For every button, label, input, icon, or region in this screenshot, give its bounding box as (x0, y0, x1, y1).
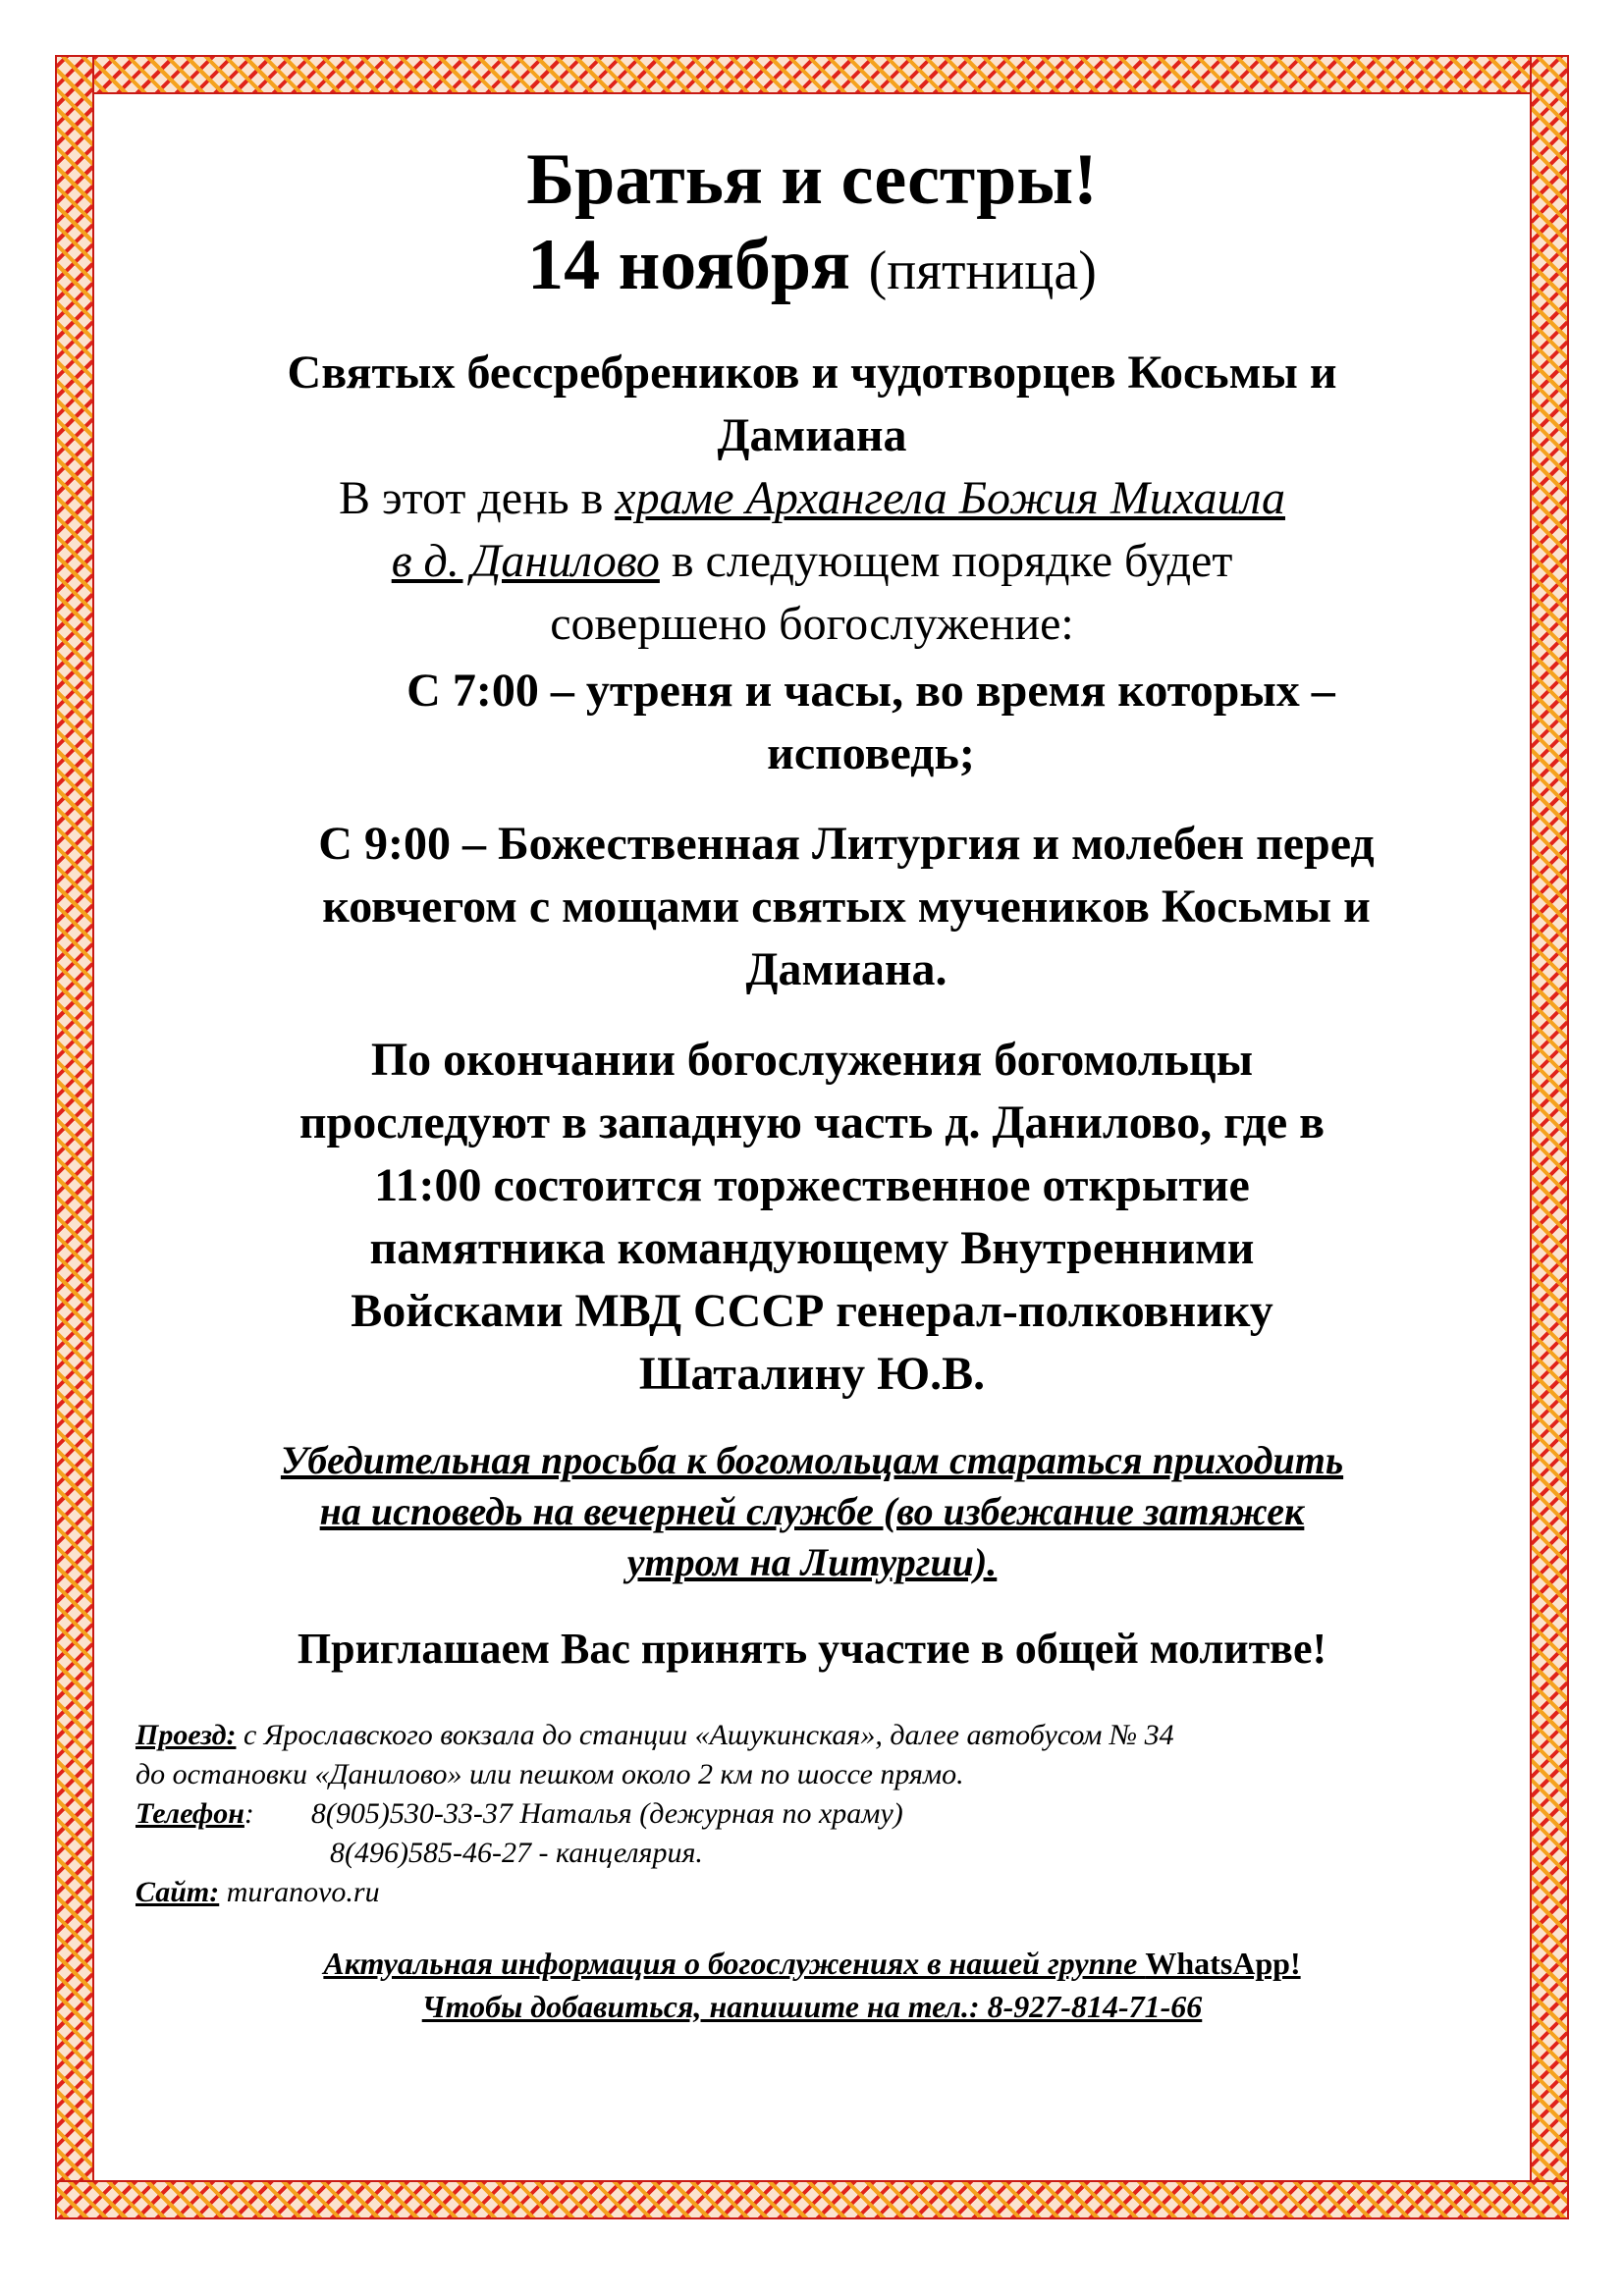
service-matins-line-2: исповедь; (767, 727, 975, 779)
service-liturgy-line-1: С 9:00 – Божественная Литургия и молебен перед (318, 818, 1375, 870)
after-service-paragraph (128, 1029, 1496, 1406)
whatsapp-line-2[interactable]: Чтобы добавиться, напишите на тел.: 8-927-814-71-66 (421, 1989, 1203, 2024)
phone-office[interactable]: 8(496)585-46-27 - канцелярия. (330, 1837, 703, 1869)
date-day: 14 ноября (527, 225, 851, 305)
church-name-link: храме Архангела Божия Михаила (615, 472, 1285, 524)
whatsapp-brand: WhatsApp! (1145, 1946, 1301, 1981)
after-service-line: 11:00 состоится торжественное открытие (374, 1159, 1250, 1211)
phone-label: Телефон (135, 1797, 244, 1830)
village-name-link: в д. Данилово (391, 535, 660, 587)
site-info (135, 1873, 1496, 1912)
feast-line-1: Святых бессребреников и чудотворцев Косьмы и (287, 347, 1337, 399)
phone-duty[interactable]: 8(905)530-33-37 Наталья (дежурная по храму) (310, 1797, 903, 1830)
date-weekday: (пятница) (868, 240, 1097, 301)
whatsapp-text: Актуальная информация о богослужениях в нашей группе (323, 1946, 1146, 1981)
route-info (135, 1716, 1496, 1755)
service-liturgy (128, 813, 1496, 1001)
ornament-border-top (55, 55, 1569, 94)
service-matins-line-1: С 7:00 – утреня и часы, во время которых – (406, 665, 1335, 717)
request-line: утром на Литургии). (626, 1540, 998, 1584)
intro-suffix-2: совершено богослужение: (550, 598, 1074, 650)
whatsapp-line-1 (128, 1942, 1496, 1985)
request-line: Убедительная просьба к богомольцам стараться приходить (280, 1438, 1344, 1482)
flyer-content (128, 137, 1496, 2028)
intro-prefix: В этот день в (339, 472, 616, 524)
ornament-border-right (1530, 55, 1569, 2219)
feast-title (128, 342, 1496, 467)
site-label: Сайт: (135, 1876, 220, 1908)
ornament-border-bottom (55, 2180, 1569, 2219)
route-line-2: до остановки «Данилово» или пешком около 2 км по шоссе прямо. (135, 1758, 964, 1790)
request-line: на исповедь на вечерней службе (во избежание затяжек (319, 1489, 1305, 1533)
after-service-line: Шаталину Ю.В. (638, 1348, 986, 1400)
prayer-invitation: Приглашаем Вас принять участие в общей молитве! (297, 1625, 1327, 1673)
contact-info (128, 1716, 1496, 1912)
site-link[interactable]: muranovo.ru (219, 1876, 380, 1908)
route-line-1: с Ярославского вокзала до станции «Ашукинская», далее автобусом № 34 (236, 1719, 1174, 1751)
whatsapp-notice (128, 1942, 1496, 2028)
service-liturgy-line-2: ковчегом с мощами святых мучеников Косьмы и (322, 881, 1371, 933)
after-service-line: проследуют в западную часть д. Данилово, где в (298, 1096, 1326, 1148)
phone-info (135, 1794, 1496, 1834)
greeting-title: Братья и сестры! (526, 139, 1098, 220)
after-service-line: По окончании богослужения богомольцы (370, 1034, 1254, 1086)
date-line (128, 222, 1496, 314)
after-service-line: памятника командующему Внутренними (369, 1222, 1255, 1274)
intro-paragraph (128, 467, 1496, 656)
confession-request (128, 1435, 1496, 1588)
intro-suffix-1: в следующем порядке будет (659, 535, 1233, 587)
phone-label-colon: : (244, 1797, 254, 1830)
after-service-line: Войсками МВД СССР генерал-полковнику (351, 1285, 1273, 1337)
service-matins (128, 660, 1496, 785)
ornament-border-left (55, 55, 94, 2219)
service-liturgy-line-3: Дамиана. (745, 943, 947, 995)
route-label: Проезд: (135, 1719, 237, 1751)
feast-line-2: Дамиана (717, 409, 907, 461)
